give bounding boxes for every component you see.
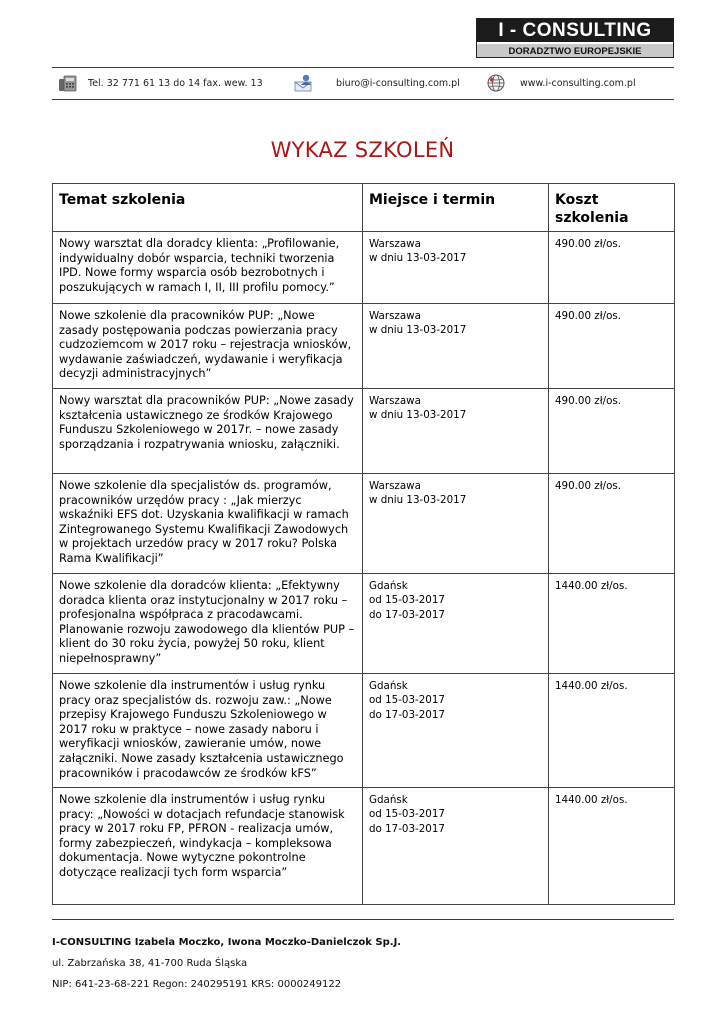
header-topic: Temat szkolenia	[53, 184, 363, 232]
contact-email	[294, 72, 460, 94]
fax-phone-icon	[58, 73, 78, 93]
row-topic: Nowe szkolenie dla instrumentów i usług rynku pracy: „Nowości w dotacjach refundacje stanowisk pracy w 2017 roku FP, PFRON - realizacja umów, formy zabezpieczeń, windykacja – kompleksowa dokumentacja. Nowe wytyczne pokontrolne dotyczące realizacji tych form wsparcia”	[53, 788, 363, 905]
table-row	[53, 389, 675, 474]
row-date: w dniu 13-03-2017	[369, 252, 467, 265]
table-row	[53, 304, 675, 389]
phone-text: Tel. 32 771 61 13 do 14 fax. wew. 13	[88, 77, 263, 89]
row-place	[363, 474, 549, 574]
row-city: Warszawa	[369, 395, 421, 407]
row-cost: 1440.00 zł/os.	[549, 788, 675, 905]
row-date: w dniu 13-03-2017	[369, 494, 467, 507]
email-link[interactable]: biuro@i-consulting.com.pl	[336, 77, 460, 89]
row-cost: 490.00 zł/os.	[549, 389, 675, 474]
header-place: Miejsce i termin	[363, 184, 549, 232]
row-date: od 15-03-2017	[369, 594, 445, 607]
row-topic: Nowe szkolenie dla specjalistów ds. programów, pracowników urzędów pracy : „Jak mierzyc wskaźniki EFS dot. Uzyskania kwalifikacji w ramach Zintegrowanego Systemu Kwalifikacji Zawodowych w projektach urzedów pracy w 2017 roku? Polska Rama Kwalifikacji”	[53, 474, 363, 574]
table-row	[53, 674, 675, 788]
row-city: Gdańsk	[369, 680, 408, 692]
table-row	[53, 474, 675, 574]
row-city: Warszawa	[369, 480, 421, 492]
header-top-rule	[52, 67, 674, 68]
row-cost: 490.00 zł/os.	[549, 232, 675, 304]
row-topic: Nowy warsztat dla pracowników PUP: „Nowe zasady kształcenia ustawicznego ze środków Krajowego Funduszu Szkoleniowego w 2017r. – nowe zasady sporządzania i rozpatrywania wniosku, załączniki.	[53, 389, 363, 474]
row-topic: Nowe szkolenie dla instrumentów i usług rynku pracy oraz specjalistów ds. rozwoju zaw.: „Nowe przepisy Krajowego Funduszu Szkoleniowego w 2017 roku w praktyce – nowe zasady naboru i weryfikacji wniosków, zawieranie umów, nowe załączniki. Nowe zasady kształcenia ustawicznego pracowników i pracodawców ze środków kFS”	[53, 674, 363, 788]
row-cost: 1440.00 zł/os.	[549, 674, 675, 788]
mail-user-icon	[294, 73, 314, 93]
footer-company: I-CONSULTING Izabela Moczko, Iwona Moczko-Danielczok Sp.J.	[52, 937, 402, 948]
globe-icon	[486, 73, 506, 93]
table-row	[53, 788, 675, 905]
row-city: Gdańsk	[369, 794, 408, 806]
row-cost: 490.00 zł/os.	[549, 474, 675, 574]
row-topic: Nowe szkolenie dla doradców klienta: „Efektywny doradca klienta oraz instytucjonalny w 2017 roku – profesjonalna współpraca z pracodawcami. Planowanie rozwoju zawodowego dla klientów PUP – klient do 30 roku życia, powyżej 50 roku, klient niepełnosprawny”	[53, 574, 363, 674]
website-link[interactable]: www.i-consulting.com.pl	[520, 77, 636, 89]
row-date: od 15-03-2017	[369, 694, 445, 707]
row-cost: 1440.00 zł/os.	[549, 574, 675, 674]
row-date: do 17-03-2017	[369, 608, 445, 621]
header-bottom-rule	[52, 99, 674, 100]
row-date: od 15-03-2017	[369, 808, 445, 821]
footer-rule	[52, 919, 674, 920]
header-cost-line1: Koszt	[555, 192, 599, 208]
training-table	[52, 183, 675, 905]
row-date: w dniu 13-03-2017	[369, 409, 467, 422]
row-place	[363, 674, 549, 788]
footer-ids: NIP: 641-23-68-221 Regon: 240295191 KRS: 0000249122	[52, 979, 342, 990]
footer-address: ul. Zabrzańska 38, 41-700 Ruda Śląska	[52, 958, 248, 969]
logo-tagline: DORADZTWO EUROPEJSKIE	[477, 42, 673, 57]
row-city: Warszawa	[369, 310, 421, 322]
row-place	[363, 788, 549, 905]
header-cost	[549, 184, 675, 232]
company-logo	[476, 18, 674, 58]
row-place	[363, 574, 549, 674]
header-cost-line2: szkolenia	[555, 210, 629, 226]
page-title: WYKAZ SZKOLEŃ	[270, 138, 455, 162]
contact-phone	[58, 72, 263, 94]
row-city: Warszawa	[369, 238, 421, 250]
row-topic: Nowe szkolenie dla pracowników PUP: „Nowe zasady postępowania podczas powierzania pracy cudzoziemcom w 2017 roku – rejestracja wniosków, wydawanie zaświadczeń, wydawanie i weryfikacja decyzji administracyjnych”	[53, 304, 363, 389]
row-date: w dniu 13-03-2017	[369, 324, 467, 337]
row-place	[363, 232, 549, 304]
table-row	[53, 232, 675, 304]
table-header-row	[53, 184, 675, 232]
logo-name: I - CONSULTING	[477, 19, 673, 42]
table-row	[53, 574, 675, 674]
row-date: do 17-03-2017	[369, 708, 445, 721]
row-topic: Nowy warsztat dla doradcy klienta: „Profilowanie, indywidualny dobór wsparcia, techniki tworzenia IPD. Nowe formy wsparcia osób bezrobotnych i poszukujących w ramach I, II, III profilu pomocy.”	[53, 232, 363, 304]
row-cost: 490.00 zł/os.	[549, 304, 675, 389]
contact-website	[486, 72, 636, 94]
row-place	[363, 389, 549, 474]
row-city: Gdańsk	[369, 580, 408, 592]
row-place	[363, 304, 549, 389]
row-date: do 17-03-2017	[369, 822, 445, 835]
